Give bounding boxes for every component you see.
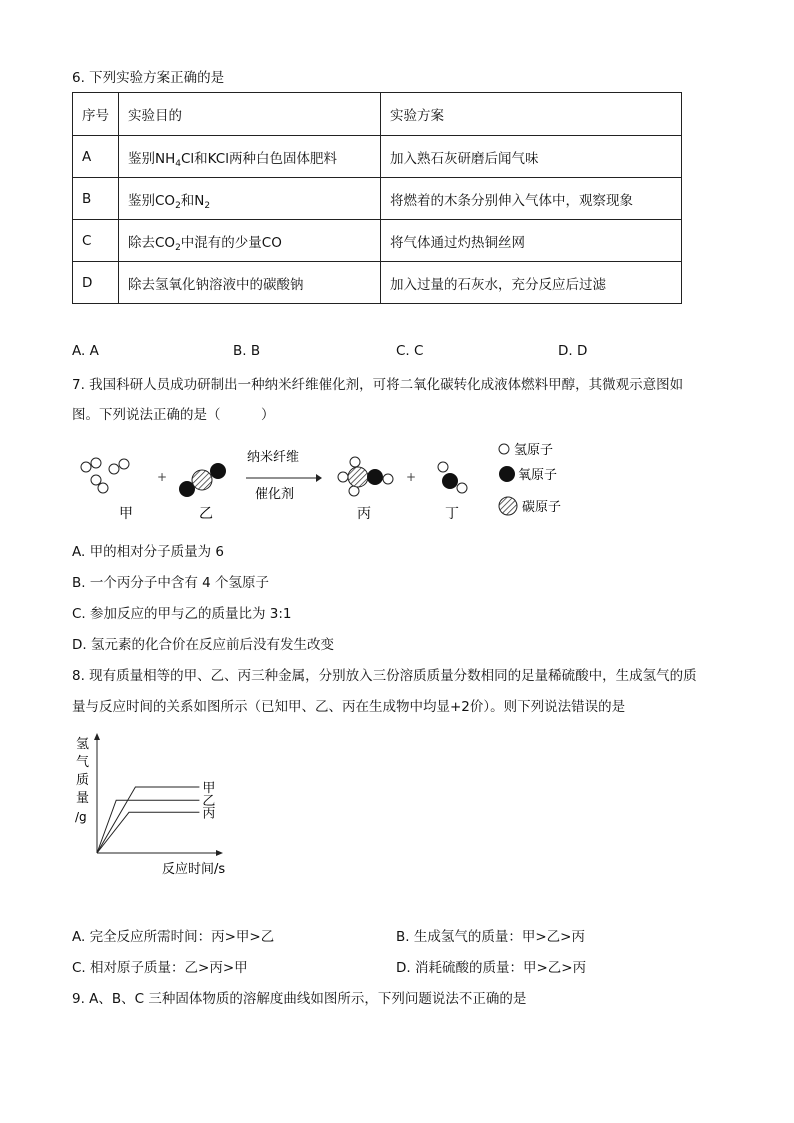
label-yi: 乙 [199, 506, 213, 522]
y-axis-label-char: 气 [76, 755, 90, 770]
series-line-jia [97, 787, 199, 853]
q8-option-d[interactable]: D. 消耗硫酸的质量：甲>乙>丙 [396, 960, 587, 976]
table-header: 实验方案 [381, 93, 682, 136]
table-cell-id: A [73, 136, 119, 178]
table-cell-purpose: 鉴别$NH_4Cl$和KCl两种白色固体肥料 [119, 136, 381, 178]
jia-hydrogen-molecules [81, 458, 129, 493]
ding-water-molecule [438, 462, 467, 493]
y-axis-label-char: /g [75, 810, 87, 824]
chart-series [97, 787, 199, 853]
bing-methanol-molecule [338, 457, 393, 496]
q7-molecule-diagram [70, 436, 590, 526]
plus-sign: + [406, 470, 417, 484]
table-cell-purpose: 除去$CO_2$中混有的少量CO [119, 220, 381, 262]
molecule-legend [499, 443, 561, 515]
table-cell-purpose: 除去氢氧化钠溶液中的碳酸钠 [119, 262, 381, 304]
q7-option-c[interactable]: C. 参加反应的甲与乙的质量比为 3:1 [72, 606, 292, 622]
table-cell-plan: 将气体通过灼热铜丝网 [381, 220, 682, 262]
q6-option-b[interactable]: B. B [233, 343, 261, 359]
q8-stem-line2: 量与反应时间的关系如图所示（已知甲、乙、丙在生成物中均显+2价）。则下列说法错误的是 [72, 699, 626, 715]
series-label-yi: 乙 [202, 794, 216, 810]
series-line-bing [97, 812, 199, 853]
arrow-label-bottom: 催化剂 [255, 487, 295, 502]
q6-stem: 6. 下列实验方案正确的是 [72, 70, 225, 86]
q8-stem-line1: 8. 现有质量相等的甲、乙、丙三种金属，分别放入三份溶质质量分数相同的足量稀硫酸中，生成氢气的质 [72, 668, 697, 684]
table-header-row [73, 93, 682, 136]
table-header: 实验目的 [119, 93, 381, 136]
table-cell-plan: 加入熟石灰研磨后闻气味 [381, 136, 682, 178]
label-bing: 丙 [357, 506, 371, 522]
series-label-jia: 甲 [202, 781, 216, 796]
q8-option-b[interactable]: B. 生成氢气的质量：甲>乙>丙 [396, 929, 585, 945]
table-cell-id: D [73, 262, 119, 304]
yi-co2-molecule [179, 463, 226, 497]
arrow-label-top: 纳米纤维 [247, 450, 300, 465]
q6-table [72, 92, 682, 304]
label-jia: 甲 [119, 506, 133, 522]
table-cell-plan: 将燃着的木条分别伸入气体中，观察现象 [381, 178, 682, 220]
table-header: 序号 [73, 93, 119, 136]
q7-option-d[interactable]: D. 氢元素的化合价在反应前后没有发生改变 [72, 637, 334, 653]
q7-stem-line2: 图。下列说法正确的是（ ） [72, 407, 275, 423]
table-cell-purpose: 鉴别$CO_2$和$N_2$ [119, 178, 381, 220]
legend-hydrogen: 氢原子 [514, 443, 554, 458]
q6-option-c[interactable]: C. C [396, 343, 424, 359]
q8-hydrogen-chart [70, 730, 240, 880]
legend-oxygen: 氧原子 [518, 468, 558, 483]
y-axis-label-char: 量 [76, 791, 90, 806]
series-label-bing: 丙 [202, 806, 216, 822]
y-axis-label-char: 质 [76, 773, 90, 788]
plus-sign: + [157, 470, 168, 484]
table-cell-id: B [73, 178, 119, 220]
q6-option-a[interactable]: A. A [72, 343, 99, 359]
table-row [73, 262, 682, 304]
legend-carbon: 碳原子 [522, 500, 562, 515]
table-cell-id: C [73, 220, 119, 262]
table-row [73, 178, 682, 220]
y-axis-label-char: 氢 [76, 737, 90, 752]
table-row [73, 136, 682, 178]
table-row [73, 220, 682, 262]
q9-stem: 9. A、B、C 三种固体物质的溶解度曲线如图所示，下列问题说法不正确的是 [72, 991, 527, 1007]
q8-option-a[interactable]: A. 完全反应所需时间：丙>甲>乙 [72, 929, 275, 945]
x-axis-label: 反应时间/s [162, 862, 226, 877]
q7-option-a[interactable]: A. 甲的相对分子质量为 6 [72, 544, 224, 560]
table-cell-plan: 加入过量的石灰水，充分反应后过滤 [381, 262, 682, 304]
q7-stem-line1: 7. 我国科研人员成功研制出一种纳米纤维催化剂，可将二氧化碳转化成液体燃料甲醇，其微观示意图如 [72, 377, 684, 393]
q7-option-b[interactable]: B. 一个丙分子中含有 4 个氢原子 [72, 575, 270, 591]
q8-option-c[interactable]: C. 相对原子质量：乙>丙>甲 [72, 960, 248, 976]
q6-option-d[interactable]: D. D [558, 343, 588, 359]
label-ding: 丁 [445, 506, 459, 522]
